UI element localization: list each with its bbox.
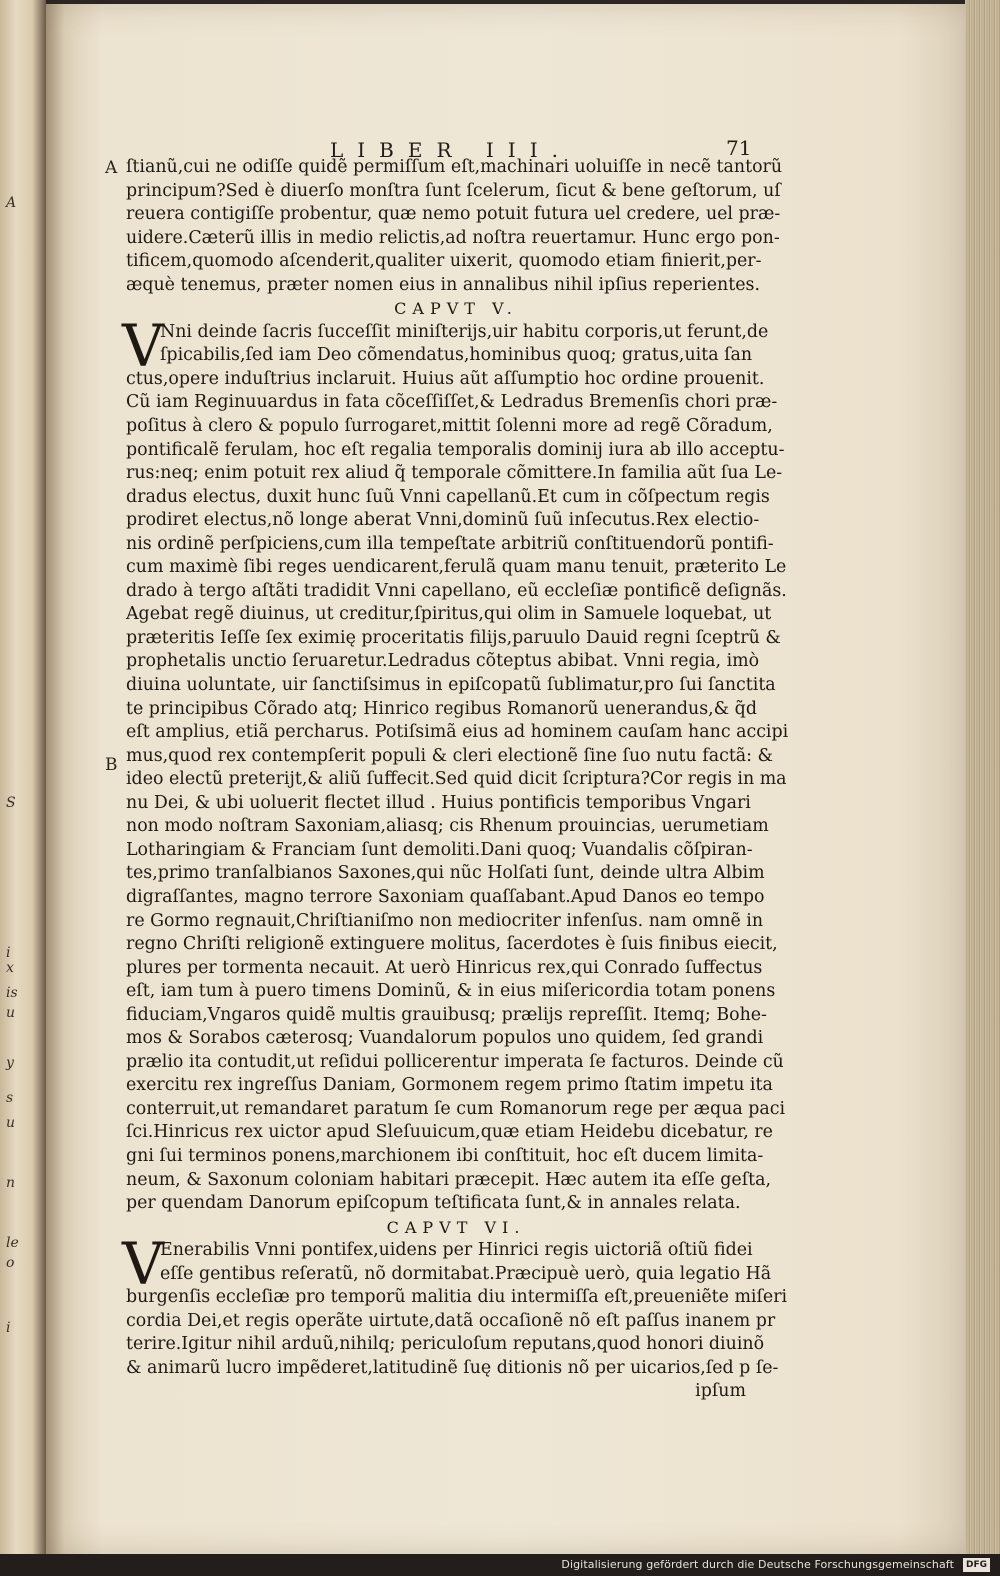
text-line: cum maximè ſibi reges uendicarent,ferulã quam manu tenuit, præterito Le	[126, 557, 787, 578]
text-line: nis ordinẽ perſpiciens,cum illa tempeſtate arbitriũ conſtituendorũ pontifi-	[126, 533, 774, 554]
facing-margin-letter: s	[6, 1090, 14, 1106]
page-fore-edge	[965, 0, 1000, 1560]
text-line: dradus electus, duxit hunc ſuũ Vnni capellanũ.Et cum in cõſpectum regis	[126, 486, 770, 507]
facing-margin-letter: is	[6, 985, 18, 1001]
text-line: prælio ita contudit,ut reſidui pollicerentur imperata ſe facturos. Deinde cũ	[126, 1051, 784, 1072]
text-line: Enerabilis Vnni pontifex,uidens per Hinrici regis uictoriã oſtiũ fidei	[160, 1240, 753, 1261]
chapter-5-opening	[126, 321, 769, 368]
text-line: per quendam Danorum epiſcopum teſtificata ſunt,& in annales relata.	[126, 1193, 741, 1214]
chapter-heading-v: CAPVT V.	[394, 299, 518, 319]
facing-margin-letter: o	[6, 1255, 15, 1271]
text-line: poſitus à clero & populo ſurrogaret,mittit ſolenni more ad regẽ Cõradum,	[126, 416, 773, 437]
text-line: exercitu rex ingreſſus Daniam, Gormonem regem primo ſtatim impetu ita	[126, 1075, 773, 1096]
catchword: ipſum	[695, 1381, 746, 1402]
drop-capital: V	[122, 311, 164, 380]
text-line: mos & Sorabos cæterosq; Vuandalorum populos uno quidem, ſed grandi	[126, 1028, 764, 1049]
text-line: diuina uoluntate, uir ſanctiſsimus in epiſcopatũ ſublimatur,pro ſui ſanctita	[126, 675, 776, 696]
chapter-heading-vi: CAPVT VI.	[386, 1217, 526, 1237]
text-line: re Gormo regnauit,Chriſtianiſmo non mediocriter infenſus. nam omnẽ in	[126, 910, 764, 931]
running-head: LIBER III.	[330, 138, 572, 162]
text-line: prophetalis unctio ſeruaretur.Ledradus cõteptus abibat. Vnni regia, imò	[126, 651, 760, 672]
facing-margin-letter: u	[6, 1005, 16, 1021]
margin-letter-b: B	[105, 755, 118, 775]
text-line: te principibus Cõrado atq; Hinrico regibus Romanorũ uenerandus,& q̃d	[126, 698, 757, 719]
text-line: tes,primo tranſalbianos Saxones,qui nũc Holſati ſunt, deinde ultra Albim	[126, 863, 765, 884]
text-line: conterruit,ut remandaret paratum ſe cum Romanorum rege per æqua paci	[126, 1098, 786, 1119]
chapter-6-body	[126, 1286, 788, 1380]
facing-margin-letter: x	[6, 960, 14, 976]
text-line: fiduciam,Vngaros quidẽ multis grauibusq; prælijs repreſſit. Itemq; Bohe-	[126, 1004, 767, 1025]
chapter-6-paragraph	[122, 1230, 788, 1404]
text-line: ſci.Hinricus rex uictor apud Sleſuuicum,quæ etiam Heidebu dicebatur, re	[126, 1122, 773, 1143]
chapter-5-paragraph	[122, 311, 789, 1216]
drop-capital: V	[122, 1230, 164, 1299]
facing-margin-letter: i	[6, 945, 11, 961]
text-line: plures per tormenta necauit. At uerò Hinricus rex,qui Conrado ſuffectus	[126, 957, 763, 978]
text-line: prodiret electus,nõ longe aberat Vnni,dominũ ſuũ inſecutus.Rex electio-	[126, 510, 760, 531]
text-line: non modo noſtram Saxoniam,aliasq; cis Rhenum prouincias, uerumetiam	[126, 816, 769, 837]
text-line: æquè tenemus, præter nomen eius in annalibus nihil ipſius reperientes.	[126, 274, 760, 295]
text-line: terire.Igitur nihil arduũ,nihilq; periculoſum reputans,quod honori diuinõ	[126, 1334, 765, 1355]
facing-margin-letter: A	[6, 195, 17, 211]
facing-margin-letter: u	[6, 1115, 16, 1131]
text-line: neum, & Saxonum coloniam habitari præcepit. Hæc autem ita eſſe geſta,	[126, 1169, 772, 1190]
text-line: Cũ iam Reginuuardus in fata cõceſſiſſet,& Ledradus Bremenſis chori præ-	[126, 392, 778, 413]
facing-page-edge	[0, 0, 46, 1576]
facing-margin-letter: i	[6, 1320, 11, 1336]
text-line: ſpicabilis,ſed iam Deo cõmendatus,hominibus quoq; gratus,uita ſan	[160, 345, 753, 366]
digitization-credit: Digitalisierung gefördert durch die Deutsche Forschungsgemeinschaft	[561, 1558, 954, 1571]
text-line: gni ſui terminos ponens,marchionem ibi conſtituit, hoc eſt ducem limita-	[126, 1145, 764, 1166]
dfg-logo: DFG	[963, 1558, 990, 1572]
text-block	[122, 156, 789, 1404]
text-line: digraſſantes, magno terrore Saxoniam quaſſabant.Apud Danos eo tempo	[126, 886, 765, 907]
margin-letter-a: A	[105, 158, 118, 178]
text-line: tificem,quomodo aſcenderit,qualiter uixerit, quomodo etiam finierit,per-	[126, 251, 762, 272]
text-line: uidere.Cæterũ illis in medio relictis,ad noſtra reuertamur. Hunc ergo pon-	[126, 227, 780, 248]
facing-margin-letter: S	[6, 795, 16, 811]
text-line: pontificalẽ ferulam, hoc eſt regalia temporalis dominij iura ab illo acceptu-	[126, 439, 785, 460]
chapter-6-opening	[126, 1239, 772, 1286]
text-line: ideo electũ preterijt,& aliũ ſuffecit.Sed quid dicit ſcriptura?Cor regis in ma	[126, 769, 787, 790]
text-line: rus:neq; enim potuit rex aliud q̃ temporale cõmittere.In familia aũt ſua Le-	[126, 463, 783, 484]
intro-paragraph	[126, 156, 783, 297]
chapter-5-body	[126, 368, 789, 1216]
text-line: reuera contigiſſe probentur, quæ nemo potuit futura uel credere, uel præ-	[126, 204, 781, 225]
text-line: & animarũ lucro impẽderet,latitudinẽ ſuę ditionis nõ per uicarios,ſed p ſe-	[126, 1357, 779, 1378]
text-line: burgenſis eccleſiæ pro temporũ malitia diu intermiſſa eſt,preueniẽte miſeri	[126, 1287, 788, 1308]
text-line: principum?Sed è diuerſo monſtra ſunt ſcelerum, ſicut & bene geſtorum, uſ	[126, 180, 781, 201]
facing-margin-letter: n	[6, 1175, 16, 1191]
text-line: eſſe gentibus reſeratũ, nõ dormitabat.Præcipuè uerò, quia legatio Hã	[160, 1263, 772, 1284]
text-line: regno Chriſti religionẽ extinguere molitus, ſacerdotes è ſuis finibus eiecit,	[126, 934, 778, 955]
text-line: eſt amplius, etiã percharus. Potiſsimã eius ad hominem cauſam hanc accipi	[126, 722, 789, 743]
text-line: eſt, iam tum à puero timens Dominũ, & in eius miſericordia totam ponens	[126, 981, 776, 1002]
folio-number: 71	[726, 136, 752, 160]
text-line: mus,quod rex contempſerit populi & cleri electionẽ ſine ſuo nutu factã: &	[126, 745, 774, 766]
text-line: nu Dei, & ubi uoluerit flectet illud . Huius pontificis temporibus Vngari	[126, 792, 751, 813]
text-line: cordia Dei,et regis operãte uirtute,datã occaſionẽ nõ eſt paſſus inanem pr	[126, 1310, 776, 1331]
text-line: præteritis Ieſſe ſex eximię proceritatis filijs,paruulo Dauid regni ſceptrũ &	[126, 627, 781, 648]
text-line: ctus,opere induſtrius inclaruit. Huius aũt aſſumptio hoc ordine prouenit.	[126, 368, 765, 389]
text-line: Agebat regẽ diuinus, ut creditur,ſpiritus,qui olim in Samuele loquebat, ut	[126, 604, 772, 625]
text-line: Nni deinde ſacris ſucceſſit miniſterijs,uir habitu corporis,ut ferunt,de	[160, 321, 769, 342]
facing-margin-letter: le	[6, 1235, 19, 1251]
text-line: ſtianũ,cui ne odiſſe quidẽ permiſſum eſt,machinari uoluiſſe in necẽ tantorũ	[126, 157, 783, 177]
facing-margin-letter: y	[6, 1055, 14, 1071]
text-line: drado à tergo aſtãti tradidit Vnni capellano, eũ eccleſiæ pontificẽ deſignãs.	[126, 580, 787, 601]
text-line: Lotharingiam & Franciam ſunt demoliti.Dani quoq; Vuandalis cõſpiran-	[126, 839, 753, 860]
